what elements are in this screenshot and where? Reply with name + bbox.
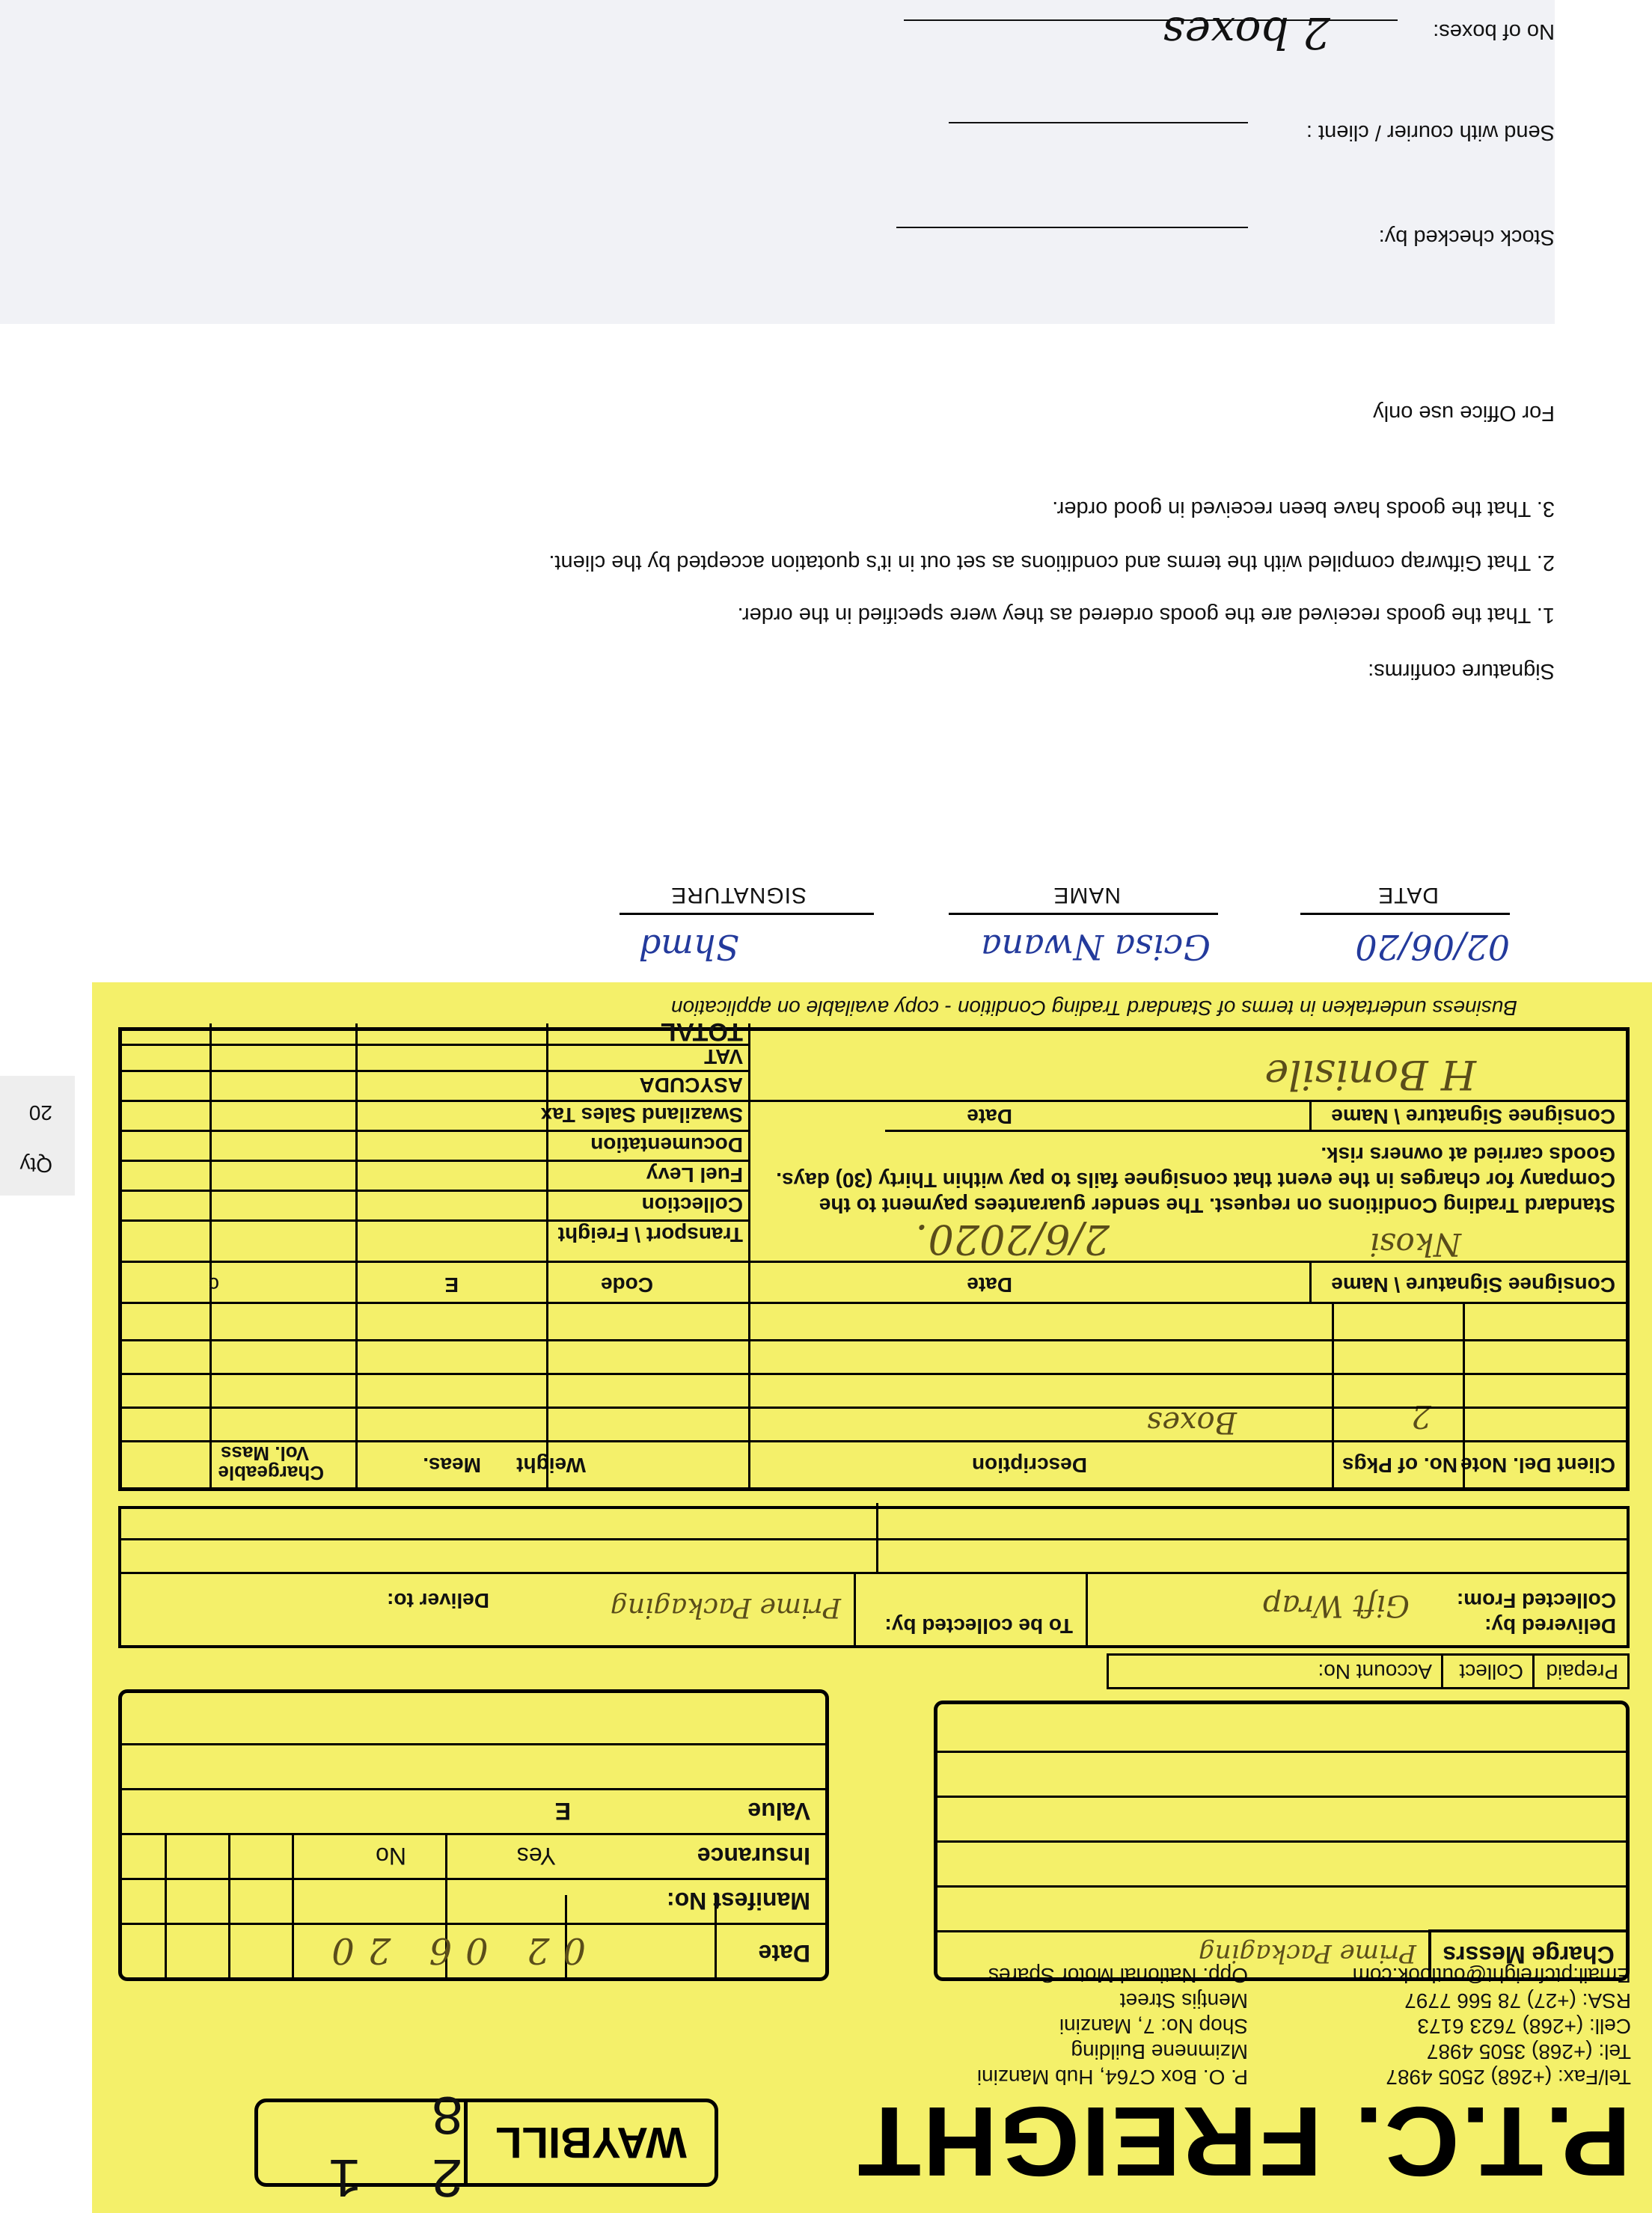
delivery-box (118, 1506, 1630, 1648)
standard-trading-terms: Standard Trading Conditions on request. The sender guarantees payment to the Company for charges in the event that consignee fails to pay within Thirty (30) days. Goods carried at owners risk. (776, 1143, 1615, 1217)
rule (122, 1160, 750, 1162)
address-line: P. O. Box C764, Hub Manzini (976, 2066, 1248, 2089)
value-label: Value (747, 1798, 810, 1825)
consignee-signature-name-2: Consignee Signature \ Name (1331, 1105, 1615, 1128)
charge-swaziland-sales-tax: Swaziland Sales Tax (540, 1104, 743, 1127)
contact-line: Email:ptcfreight@outlook.com (1352, 1964, 1631, 1987)
code-label: Code (601, 1273, 653, 1297)
consignee-signature-name-1: Consignee Signature \ Name (1331, 1273, 1615, 1297)
send-with-label: Send with courier / client : (1306, 120, 1555, 144)
description-handwriting: Boxes (1146, 1405, 1237, 1439)
rule (937, 1930, 1626, 1932)
rule (1309, 1263, 1312, 1304)
charge-vat: VAT (704, 1045, 743, 1068)
qty-value: 20 (28, 1101, 52, 1124)
charge-messrs-label: Charge Messrs (1428, 1929, 1626, 1977)
rule (122, 1743, 825, 1745)
deliver-to-handwriting: Prime Packaging (610, 1592, 841, 1623)
rule (122, 1219, 750, 1222)
rule (122, 1788, 825, 1790)
charge-transport-freight: Transport \ Freight (557, 1223, 743, 1246)
contact-line: Cell: (+268) 7623 6173 (1417, 2015, 1631, 2038)
date-caption: DATE (1377, 883, 1439, 907)
signature-handwriting-1: Nkosi (1369, 1226, 1461, 1263)
signature-name-handwriting: Gcisa Nwana (981, 927, 1211, 967)
charge-messrs-handwriting: Prime Packaging (1198, 1938, 1416, 1968)
stock-checked-label: Stock checked by: (1378, 225, 1555, 249)
insurance-no: No (376, 1843, 406, 1870)
consignment-grid (118, 1017, 1630, 1491)
insurance-label: Insurance (697, 1843, 810, 1870)
deliver-to-label: Deliver to: (387, 1589, 489, 1612)
payment-row (118, 1653, 1630, 1689)
rule (122, 1070, 750, 1072)
rule (122, 1339, 1626, 1341)
no-of-boxes-handwriting: 2 boxes (1162, 7, 1330, 58)
rule (748, 1023, 750, 1263)
rule (937, 1796, 1626, 1798)
waybill-form (92, 982, 1652, 2213)
stock-checked-line (896, 227, 1248, 228)
rule (122, 1302, 1626, 1304)
rule (1463, 1304, 1465, 1487)
charge-fuel-levy: Fuel Levy (646, 1163, 743, 1187)
rule (292, 1835, 294, 1977)
address-line: Shop No: 7, Manzini (1059, 2015, 1248, 2038)
collect-option: Collect (1441, 1653, 1535, 1689)
confirmation-item: 3. That the goods have been received in good order. (1052, 497, 1555, 521)
contact-details (1353, 1962, 1631, 2090)
contact-line: RSA: (+27) 78 566 7797 (1404, 1989, 1631, 2012)
col-weight: Weight (516, 1454, 586, 1477)
delivered-by-label: Delivered by: (1484, 1614, 1616, 1638)
charge-documentation: Documentation (590, 1133, 743, 1157)
code-c-label: c (209, 1273, 219, 1297)
prepaid-option: Prepaid (1532, 1653, 1630, 1689)
col-chargeable: Chargeable (218, 1462, 324, 1484)
rule (546, 1023, 548, 1263)
qty-label: Qty (19, 1154, 52, 1177)
manifest-label: Manifest No: (667, 1888, 810, 1914)
rule (937, 1885, 1626, 1888)
col-no-pkgs: No. of Pkgs (1342, 1454, 1457, 1477)
charge-asycuda: ASYCUDA (639, 1074, 743, 1097)
rule (165, 1835, 167, 1977)
rule (122, 1407, 1626, 1409)
rule (1309, 1102, 1312, 1132)
col-vol-mass: Vol. Mass (220, 1442, 309, 1465)
rule (876, 1503, 878, 1574)
date-label: Date (758, 1940, 810, 1967)
value-e-label: E (554, 1798, 571, 1825)
signature-handwriting-2: H Bonisile (1264, 1051, 1476, 1098)
office-use-panel (0, 0, 1555, 324)
rule (122, 1440, 1626, 1442)
date-col-1: Date (967, 1273, 1012, 1297)
confirmation-heading: Signature confirms: (1368, 659, 1555, 683)
address-line: Opp. National Motor Spares (988, 1964, 1248, 1987)
office-heading: For Office use only (1373, 401, 1555, 425)
rule (937, 1840, 1626, 1843)
date-line (1300, 913, 1510, 915)
rule (748, 1263, 750, 1304)
charge-messrs-box (934, 1701, 1630, 1981)
collected-from-handwriting: Gift Wrap (1262, 1588, 1410, 1623)
pkgs-handwriting: 2 (1411, 1398, 1431, 1435)
signature-date-handwriting: 02/06/20 (1355, 927, 1510, 967)
rule (228, 1835, 230, 1977)
contact-line: Tel/Fax: (+268) 2505 4987 (1386, 2066, 1631, 2089)
rule (1086, 1574, 1088, 1645)
rule (122, 1190, 750, 1192)
rule (355, 1023, 358, 1263)
account-number-field: Account No: (1107, 1653, 1443, 1689)
rule (937, 1751, 1626, 1753)
col-meas: Meas. (423, 1454, 481, 1477)
rule (748, 1304, 750, 1487)
to-be-collected-label: To be collected by: (884, 1614, 1073, 1638)
qty-tab (0, 1076, 75, 1196)
rule (885, 1130, 1626, 1132)
rule (209, 1023, 212, 1263)
waybill-number: 2 1 8 (310, 2080, 464, 2206)
rule (122, 1878, 825, 1880)
address-line: Mzimnene Building (1071, 2040, 1248, 2063)
date-manifest-box (118, 1689, 829, 1981)
no-of-boxes-label: No of boxes: (1433, 19, 1555, 43)
footer-note: Business undertaken in terms of Standard Trading Condition - copy available on application (670, 997, 1517, 1020)
charge-total: TOTAL (660, 1017, 743, 1046)
col-client-del-note: Client Del. Note (1460, 1454, 1615, 1477)
charge-collection: Collection (641, 1193, 743, 1216)
send-with-line (949, 122, 1248, 123)
name-caption: NAME (1053, 883, 1121, 907)
rule (121, 1572, 1627, 1574)
rule (854, 1574, 856, 1645)
date-col-2: Date (967, 1105, 1012, 1128)
rule (122, 1130, 750, 1132)
signature-line (620, 913, 874, 915)
confirmation-item: 2. That Giftwrap compiled with the terms and conditions as set out in it's quotation accepted by the client. (548, 551, 1555, 575)
confirmation-item: 1. That the goods received are the goods ordered as they were specified in the order. (737, 603, 1555, 627)
name-line (949, 913, 1218, 915)
waybill-label: WAYBILL (464, 2102, 715, 2183)
signature-caption: SIGNATURE (670, 883, 807, 907)
rule (121, 1538, 1627, 1540)
contact-line: Tel: (+268) 3505 4987 (1426, 2040, 1631, 2063)
col-description: Description (971, 1454, 1087, 1477)
date-handwriting-2: 2/6/2020. (915, 1216, 1110, 1263)
insurance-yes: Yes (516, 1843, 556, 1870)
date-handwriting: 02 06 20 (318, 1929, 586, 1971)
company-name: P.T.C. FREIGHT (856, 2087, 1631, 2197)
rule (122, 1923, 825, 1925)
waybill-number-box (254, 2080, 718, 2206)
rule (122, 1373, 1626, 1375)
code-e-label: E (444, 1273, 459, 1297)
rule (1332, 1304, 1334, 1487)
rule (122, 1100, 1626, 1102)
rule (122, 1833, 825, 1835)
collected-from-label: Collected From: (1456, 1589, 1616, 1612)
address-line: Mentjis Street (1119, 1989, 1248, 2012)
signature-scribble: Shmd (638, 927, 739, 967)
postal-address (977, 1962, 1248, 2090)
rule (122, 1044, 750, 1046)
